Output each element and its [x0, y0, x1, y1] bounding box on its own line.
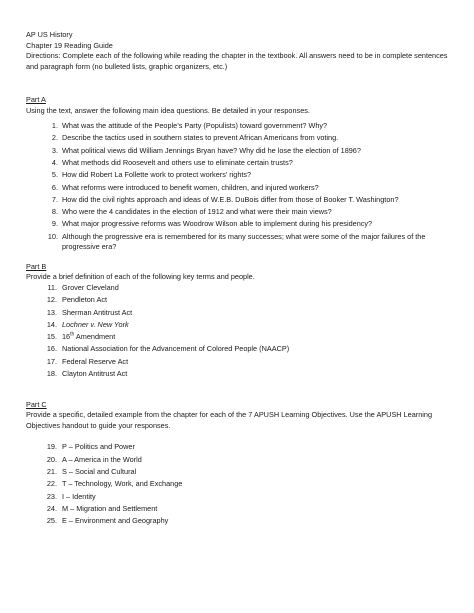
part-c-instructions: Provide a specific, detailed example from the chapter for each of the 7 APUSH Learning Objectives. Use the APUSH Learning Objectives handout to guide your responses. — [26, 410, 433, 430]
part-c-section — [26, 400, 451, 527]
list-item: 12. Pendleton Act — [46, 295, 108, 305]
part-b-title: Part B — [26, 261, 47, 271]
part-c-title: Part C — [26, 399, 47, 409]
list-item: 7. How did the civil rights approach and ideas of W.E.B. DuBois differ from those of Booker T. Washington? — [51, 194, 399, 204]
list-item: 22. T – Technology, Work, and Exchange — [46, 479, 183, 489]
list-item: 1. What was the attitude of the People’s Party (Populists) toward government? Why? — [51, 121, 328, 131]
list-item: 17. Federal Reserve Act — [46, 356, 129, 366]
list-item: 4. What methods did Roosevelt and others use to eliminate certain trusts? — [51, 158, 293, 167]
course-title: AP US History — [26, 30, 73, 39]
document-header — [26, 30, 451, 72]
list-item: 20. A – America in the World — [46, 454, 142, 464]
list-item: 23. I – Identity — [46, 491, 96, 501]
list-item: 15. 16th Amendment — [46, 331, 116, 342]
part-a-question-list — [26, 121, 451, 253]
part-b-term-list — [26, 283, 451, 380]
list-item: 18. Clayton Antitrust Act — [46, 369, 128, 379]
list-item: 2. Describe the tactics used in southern states to prevent African Americans from voting. — [51, 133, 339, 143]
list-item: 5. How did Robert La Follette work to protect workers’ rights? — [51, 170, 252, 180]
part-a-instructions: Using the text, answer the following main idea questions. Be detailed in your responses. — [26, 105, 310, 115]
part-c-objective-list — [26, 442, 451, 526]
list-item: 10. Although the progressive era is remembered for its many successes; what were some of the major failures of the progressive era? — [47, 231, 426, 252]
part-a-title: Part A — [26, 94, 46, 104]
list-item: 6. What reforms were introduced to benefit women, children, and injured workers? — [51, 182, 319, 192]
list-item: 25. E – Environment and Geography — [46, 516, 169, 526]
list-item: 13. Sherman Antitrust Act — [46, 307, 133, 317]
list-item: 8. Who were the 4 candidates in the election of 1912 and what were their main views? — [51, 207, 332, 217]
part-b-section — [26, 262, 451, 380]
list-item: 11. Grover Cleveland — [47, 283, 119, 293]
part-a-section — [26, 95, 451, 253]
part-b-instructions: Provide a brief definition of each of the following key terms and people. — [26, 272, 255, 282]
list-item: 16. National Association for the Advancement of Colored People (NAACP) — [46, 344, 290, 354]
list-item: 19. P – Politics and Power — [46, 442, 135, 452]
directions-text: Directions: Complete each of the following while reading the chapter in the textbook. All answers need to be in complete sentences and paragraph form (no bulleted lists, graphic organizers, etc.) — [26, 51, 448, 71]
list-item: 24. M – Migration and Settlement — [46, 503, 158, 513]
list-item: 14. Lochner v. New York — [46, 319, 129, 329]
list-item: 21. S – Social and Cultural — [46, 466, 137, 476]
list-item: 9. What major progressive reforms was Woodrow Wilson able to implement during his presidency? — [51, 219, 373, 229]
chapter-title: Chapter 19 Reading Guide — [26, 40, 113, 50]
document-page — [26, 30, 451, 528]
list-item: 3. What political views did William Jennings Bryan have? Why did he lose the election of 1896? — [51, 145, 361, 155]
